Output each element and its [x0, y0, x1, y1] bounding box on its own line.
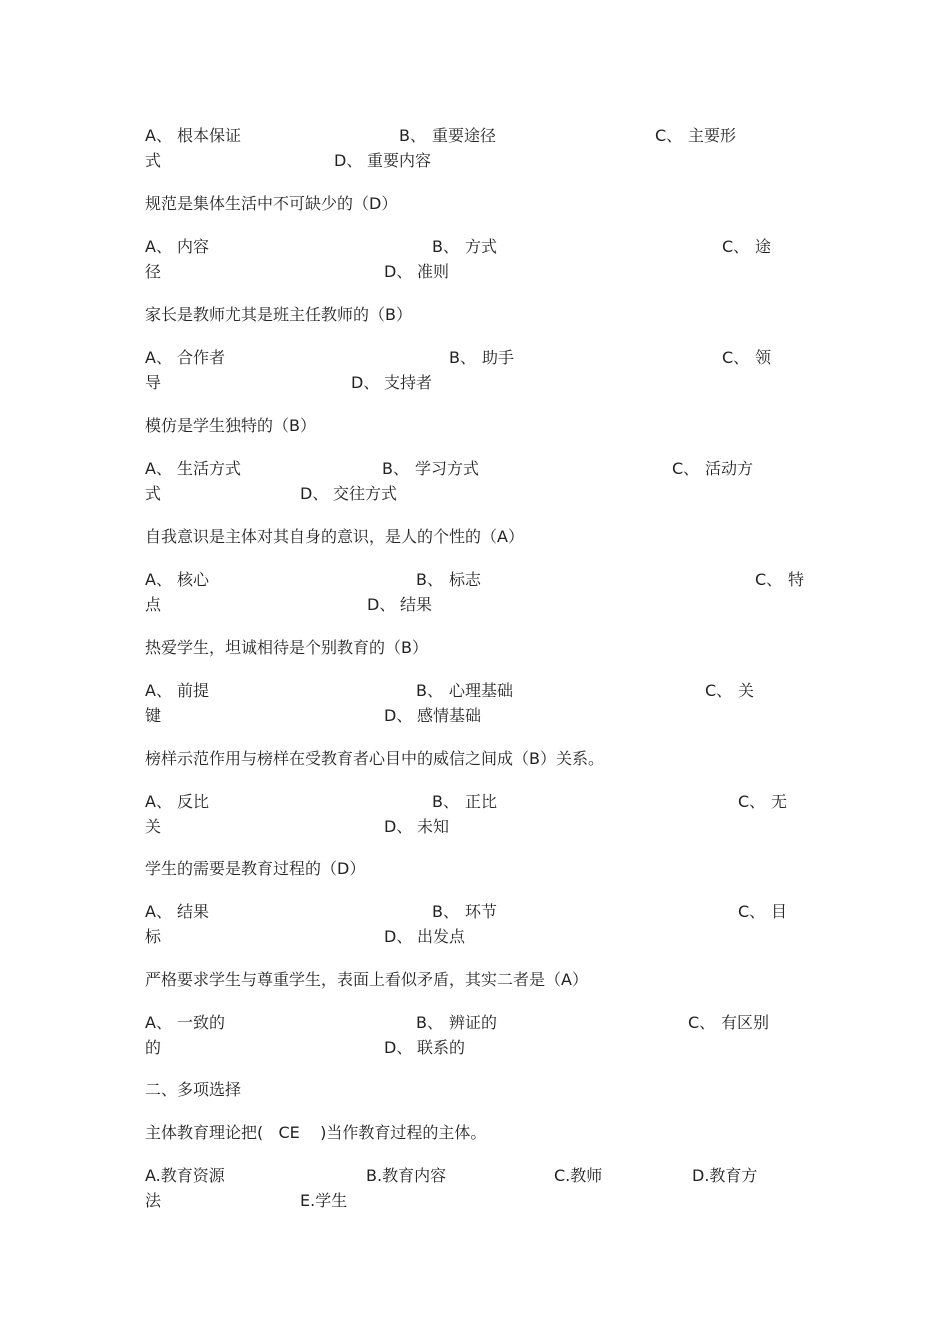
question-text: 严格要求学生与尊重学生，表面上看似矛盾，其实二者是（A） — [145, 970, 588, 989]
option-b-text: 标志 — [449, 570, 482, 589]
option-c-text: 目 — [771, 902, 788, 921]
option-c-wrap: 关 — [145, 817, 162, 836]
option-d-letter: D、 — [384, 262, 413, 281]
option-d-text: 未知 — [417, 817, 450, 836]
question-text: 主体教育理论把( CE )当作教育过程的主体。 — [145, 1123, 487, 1142]
option-d: D.教育方 — [692, 1166, 758, 1185]
option-d-letter: D、 — [384, 706, 413, 725]
option-c-text: 领 — [755, 348, 772, 367]
option-e: E.学生 — [300, 1191, 348, 1210]
option-b-text: 学习方式 — [415, 459, 480, 478]
section-heading: 二、多项选择 — [145, 1080, 242, 1099]
option-a-text: 前提 — [177, 681, 210, 700]
option-c-letter: C、 — [705, 681, 733, 700]
option-d-letter: D、 — [334, 151, 363, 170]
option-b-text: 环节 — [465, 902, 498, 921]
option-c-text: 主要形 — [688, 126, 737, 145]
option-b-text: 辨证的 — [449, 1013, 498, 1032]
option-d-letter: D、 — [384, 817, 413, 836]
option-b-text: 重要途径 — [432, 126, 497, 145]
option-c-letter: C、 — [688, 1013, 716, 1032]
option-d-wrap: 法 — [145, 1191, 162, 1210]
option-c-letter: C、 — [738, 792, 766, 811]
option-c-letter: C、 — [722, 237, 750, 256]
option-c-wrap: 式 — [145, 151, 162, 170]
option-a-text: 根本保证 — [177, 126, 242, 145]
option-c-wrap: 标 — [145, 927, 162, 946]
option-b-letter: B、 — [432, 237, 459, 256]
option-a-text: 反比 — [177, 792, 210, 811]
option-b-letter: B、 — [416, 681, 443, 700]
option-b: B.教育内容 — [366, 1166, 447, 1185]
option-b-text: 助手 — [482, 348, 515, 367]
option-a-letter: A、 — [145, 459, 172, 478]
option-c-text: 途 — [755, 237, 772, 256]
option-c-wrap: 键 — [145, 706, 162, 725]
option-d-text: 支持者 — [384, 373, 433, 392]
option-d-text: 结果 — [400, 595, 433, 614]
question-text: 模仿是学生独特的（B） — [145, 416, 316, 435]
option-c-text: 特 — [788, 570, 805, 589]
option-d-text: 感情基础 — [417, 706, 482, 725]
option-a-letter: A、 — [145, 902, 172, 921]
option-a-text: 结果 — [177, 902, 210, 921]
question-text: 规范是集体生活中不可缺少的（D） — [145, 194, 398, 213]
option-a-letter: A、 — [145, 570, 172, 589]
option-c-wrap: 径 — [145, 262, 162, 281]
option-c: C.教师 — [554, 1166, 603, 1185]
option-c-wrap: 式 — [145, 484, 162, 503]
option-d-letter: D、 — [384, 927, 413, 946]
option-a-letter: A、 — [145, 237, 172, 256]
option-d-text: 准则 — [417, 262, 450, 281]
option-b-letter: B、 — [432, 792, 459, 811]
question-text: 学生的需要是教育过程的（D） — [145, 859, 366, 878]
option-b-letter: B、 — [416, 1013, 443, 1032]
option-b-letter: B、 — [432, 902, 459, 921]
option-a-letter: A、 — [145, 792, 172, 811]
option-b-text: 正比 — [465, 792, 498, 811]
option-d-text: 交往方式 — [333, 484, 398, 503]
question-text: 榜样示范作用与榜样在受教育者心目中的威信之间成（B）关系。 — [145, 749, 604, 768]
option-c-letter: C、 — [722, 348, 750, 367]
question-text: 热爱学生，坦诚相待是个别教育的（B） — [145, 638, 428, 657]
option-d-letter: D、 — [384, 1038, 413, 1057]
option-a-text: 生活方式 — [177, 459, 242, 478]
option-d-text: 联系的 — [417, 1038, 466, 1057]
option-a-letter: A、 — [145, 348, 172, 367]
option-a-letter: A、 — [145, 126, 172, 145]
option-a-letter: A、 — [145, 681, 172, 700]
option-b-letter: B、 — [449, 348, 476, 367]
option-d-text: 重要内容 — [367, 151, 432, 170]
option-c-text: 无 — [771, 792, 788, 811]
option-b-letter: B、 — [382, 459, 409, 478]
option-d-letter: D、 — [300, 484, 329, 503]
option-b-text: 方式 — [465, 237, 498, 256]
option-c-text: 关 — [738, 681, 755, 700]
option-c-wrap: 点 — [145, 595, 162, 614]
option-a-text: 一致的 — [177, 1013, 226, 1032]
option-a-letter: A、 — [145, 1013, 172, 1032]
option-a-text: 核心 — [177, 570, 210, 589]
option-c-letter: C、 — [655, 126, 683, 145]
option-a-text: 内容 — [177, 237, 210, 256]
option-a: A.教育资源 — [145, 1166, 225, 1185]
option-c-letter: C、 — [738, 902, 766, 921]
option-c-letter: C、 — [755, 570, 783, 589]
option-d-letter: D、 — [351, 373, 380, 392]
question-text: 家长是教师尤其是班主任教师的（B） — [145, 305, 412, 324]
option-b-letter: B、 — [416, 570, 443, 589]
option-c-text: 活动方 — [705, 459, 754, 478]
option-c-wrap: 导 — [145, 373, 162, 392]
question-text: 自我意识是主体对其自身的意识，是人的个性的（A） — [145, 527, 524, 546]
option-b-letter: B、 — [399, 126, 426, 145]
option-c-wrap: 的 — [145, 1038, 162, 1057]
option-d-letter: D、 — [367, 595, 396, 614]
option-c-letter: C、 — [672, 459, 700, 478]
option-d-text: 出发点 — [417, 927, 466, 946]
option-c-text: 有区别 — [721, 1013, 770, 1032]
option-b-text: 心理基础 — [449, 681, 514, 700]
option-a-text: 合作者 — [177, 348, 226, 367]
